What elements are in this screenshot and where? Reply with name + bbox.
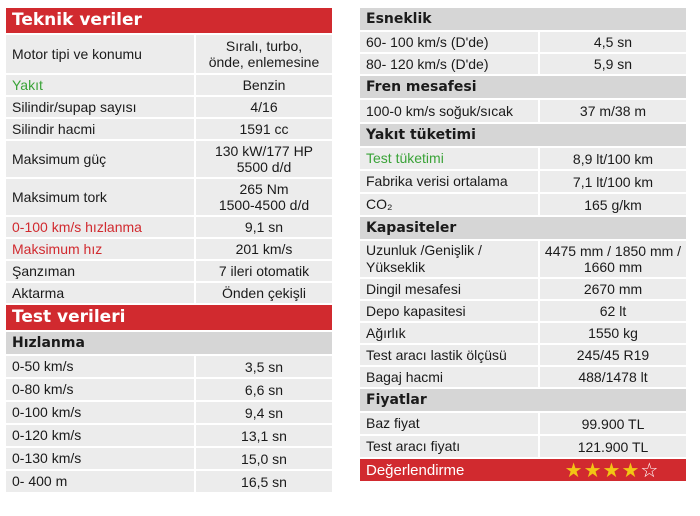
star-filled-icon: ★ [621,459,641,482]
fren-row-label: 100-0 km/s soğuk/sıcak [366,102,514,119]
kapasite-row-value: 2670 mm [538,279,686,299]
esneklik-row [360,32,686,52]
kapasite-row-value: 1550 kg [538,323,686,343]
yakit-row-value: 8,9 lt/100 km [538,148,686,169]
teknik-row [6,239,332,259]
teknik-row [6,217,332,237]
teknik-row [6,75,332,95]
hizlanma-row-value: 6,6 sn [194,379,332,400]
fiyat-row-label: Baz fiyat [366,415,420,431]
kapasite-row [360,367,686,387]
hizlanma-row [6,379,332,400]
star-filled-icon: ★ [583,459,603,482]
star-empty-icon: ☆ [640,459,660,482]
teknik-row-label: Silindir/supap sayısı [12,98,137,115]
kapasite-row [360,279,686,299]
hizlanma-row-label: 0-100 km/s [12,404,82,420]
teknik-row-value: 1591 cc [194,119,332,139]
teknik-row-value: 7 ileri otomatik [194,261,332,281]
yakit-row-label: CO₂ [366,196,393,212]
kapasite-row-label: Bagaj hacmi [366,368,444,385]
teknik-row [6,141,332,177]
hizlanma-row-value: 16,5 sn [194,471,332,492]
esneklik-row-value: 4,5 sn [538,32,686,52]
fiyat-row [360,413,686,434]
hizlanma-row [6,471,332,492]
teknik-row-value: Benzin [194,75,332,95]
esneklik-table [360,32,686,74]
teknik-veriler-table [6,35,332,303]
degerlendirme-row [360,459,686,481]
kapasite-row-value: 488/1478 lt [538,367,686,387]
yakit-row-label: Test tüketimi [366,150,444,166]
rating-stars [538,458,686,483]
hizlanma-table [6,356,332,492]
hizlanma-row [6,402,332,423]
teknik-row-value: 130 kW/177 HP 5500 d/d [194,141,332,177]
hizlanma-row-value: 15,0 sn [194,448,332,469]
yakit-row [360,148,686,169]
yakit-tuketimi-table [360,148,686,215]
hizlanma-row [6,425,332,446]
hizlanma-header: Hızlanma [6,332,332,354]
hizlanma-row-label: 0-130 km/s [12,450,82,466]
kapasite-row-label: Uzunluk /Genişlik / Yükseklik [366,242,482,275]
degerlendirme-label: Değerlendirme [366,461,465,479]
fren-row [360,100,686,122]
hizlanma-row-label: 0-80 km/s [12,381,74,397]
kapasite-row [360,323,686,343]
yakit-tuketimi-header: Yakıt tüketimi [360,124,686,146]
fiyatlar-header: Fiyatlar [360,389,686,411]
teknik-row-label: Maksimum tork [12,188,107,205]
teknik-row-value: 265 Nm 1500-4500 d/d [194,179,332,215]
esneklik-row-value: 5,9 sn [538,54,686,74]
hizlanma-row [6,356,332,377]
fiyat-row-value: 99.900 TL [538,413,686,434]
fren-mesafesi-table [360,100,686,122]
teknik-row [6,283,332,303]
teknik-row-label: Silindir hacmi [12,120,96,137]
teknik-veriler-header: Teknik veriler [6,8,332,33]
kapasite-row-label: Depo kapasitesi [366,302,466,319]
kapasite-row-label: Dingil mesafesi [366,280,461,297]
teknik-row-value: Önden çekişli [194,283,332,303]
hizlanma-row-value: 13,1 sn [194,425,332,446]
teknik-row [6,119,332,139]
teknik-row-label: Maksimum güç [12,150,107,167]
teknik-row [6,179,332,215]
esneklik-row-label: 60- 100 km/s (D'de) [366,33,489,50]
yakit-row-value: 7,1 lt/100 km [538,171,686,192]
teknik-row-label: 0-100 km/s hızlanma [12,218,142,235]
kapasiteler-header: Kapasiteler [360,217,686,239]
yakit-row [360,171,686,192]
fiyatlar-table [360,413,686,457]
yakit-row [360,194,686,215]
fren-row-value: 37 m/38 m [538,100,686,122]
kapasite-row-value: 245/45 R19 [538,345,686,365]
right-column [360,8,686,481]
kapasite-row [360,241,686,277]
hizlanma-row-label: 0-50 km/s [12,358,74,374]
kapasite-row-label: Test aracı lastik ölçüsü [366,346,507,363]
hizlanma-row-value: 3,5 sn [194,356,332,377]
fiyat-row-label: Test aracı fiyatı [366,438,461,454]
kapasiteler-table [360,241,686,387]
hizlanma-row-value: 9,4 sn [194,402,332,423]
teknik-row [6,97,332,117]
left-column [6,8,332,494]
yakit-row-value: 165 g/km [538,194,686,215]
kapasite-row-label: Ağırlık [366,324,406,341]
hizlanma-row-label: 0-120 km/s [12,427,82,443]
hizlanma-row [6,448,332,469]
kapasite-row-value: 62 lt [538,301,686,321]
teknik-row-value: 201 km/s [194,239,332,259]
teknik-row-value: 9,1 sn [194,217,332,237]
kapasite-row [360,345,686,365]
kapasite-row-value: 4475 mm / 1850 mm / 1660 mm [538,241,686,277]
test-verileri-header: Test verileri [6,305,332,330]
teknik-row-label: Şanzıman [12,262,76,279]
star-filled-icon: ★ [602,459,622,482]
yakit-row-label: Fabrika verisi ortalama [366,173,508,189]
fiyat-row-value: 121.900 TL [538,436,686,457]
teknik-row-value: Sıralı, turbo, önde, enlemesine [194,35,332,73]
star-filled-icon: ★ [564,459,584,482]
teknik-row-label: Motor tipi ve konumu [12,45,142,62]
esneklik-row-label: 80- 120 km/s (D'de) [366,55,489,72]
esneklik-header: Esneklik [360,8,686,30]
fren-mesafesi-header: Fren mesafesi [360,76,686,98]
hizlanma-row-label: 0- 400 m [12,473,68,489]
teknik-row-value: 4/16 [194,97,332,117]
esneklik-row [360,54,686,74]
kapasite-row [360,301,686,321]
teknik-row-label: Yakıt [12,76,43,93]
teknik-row [6,35,332,73]
teknik-row-label: Maksimum hız [12,240,103,257]
fiyat-row [360,436,686,457]
teknik-row [6,261,332,281]
teknik-row-label: Aktarma [12,284,65,301]
